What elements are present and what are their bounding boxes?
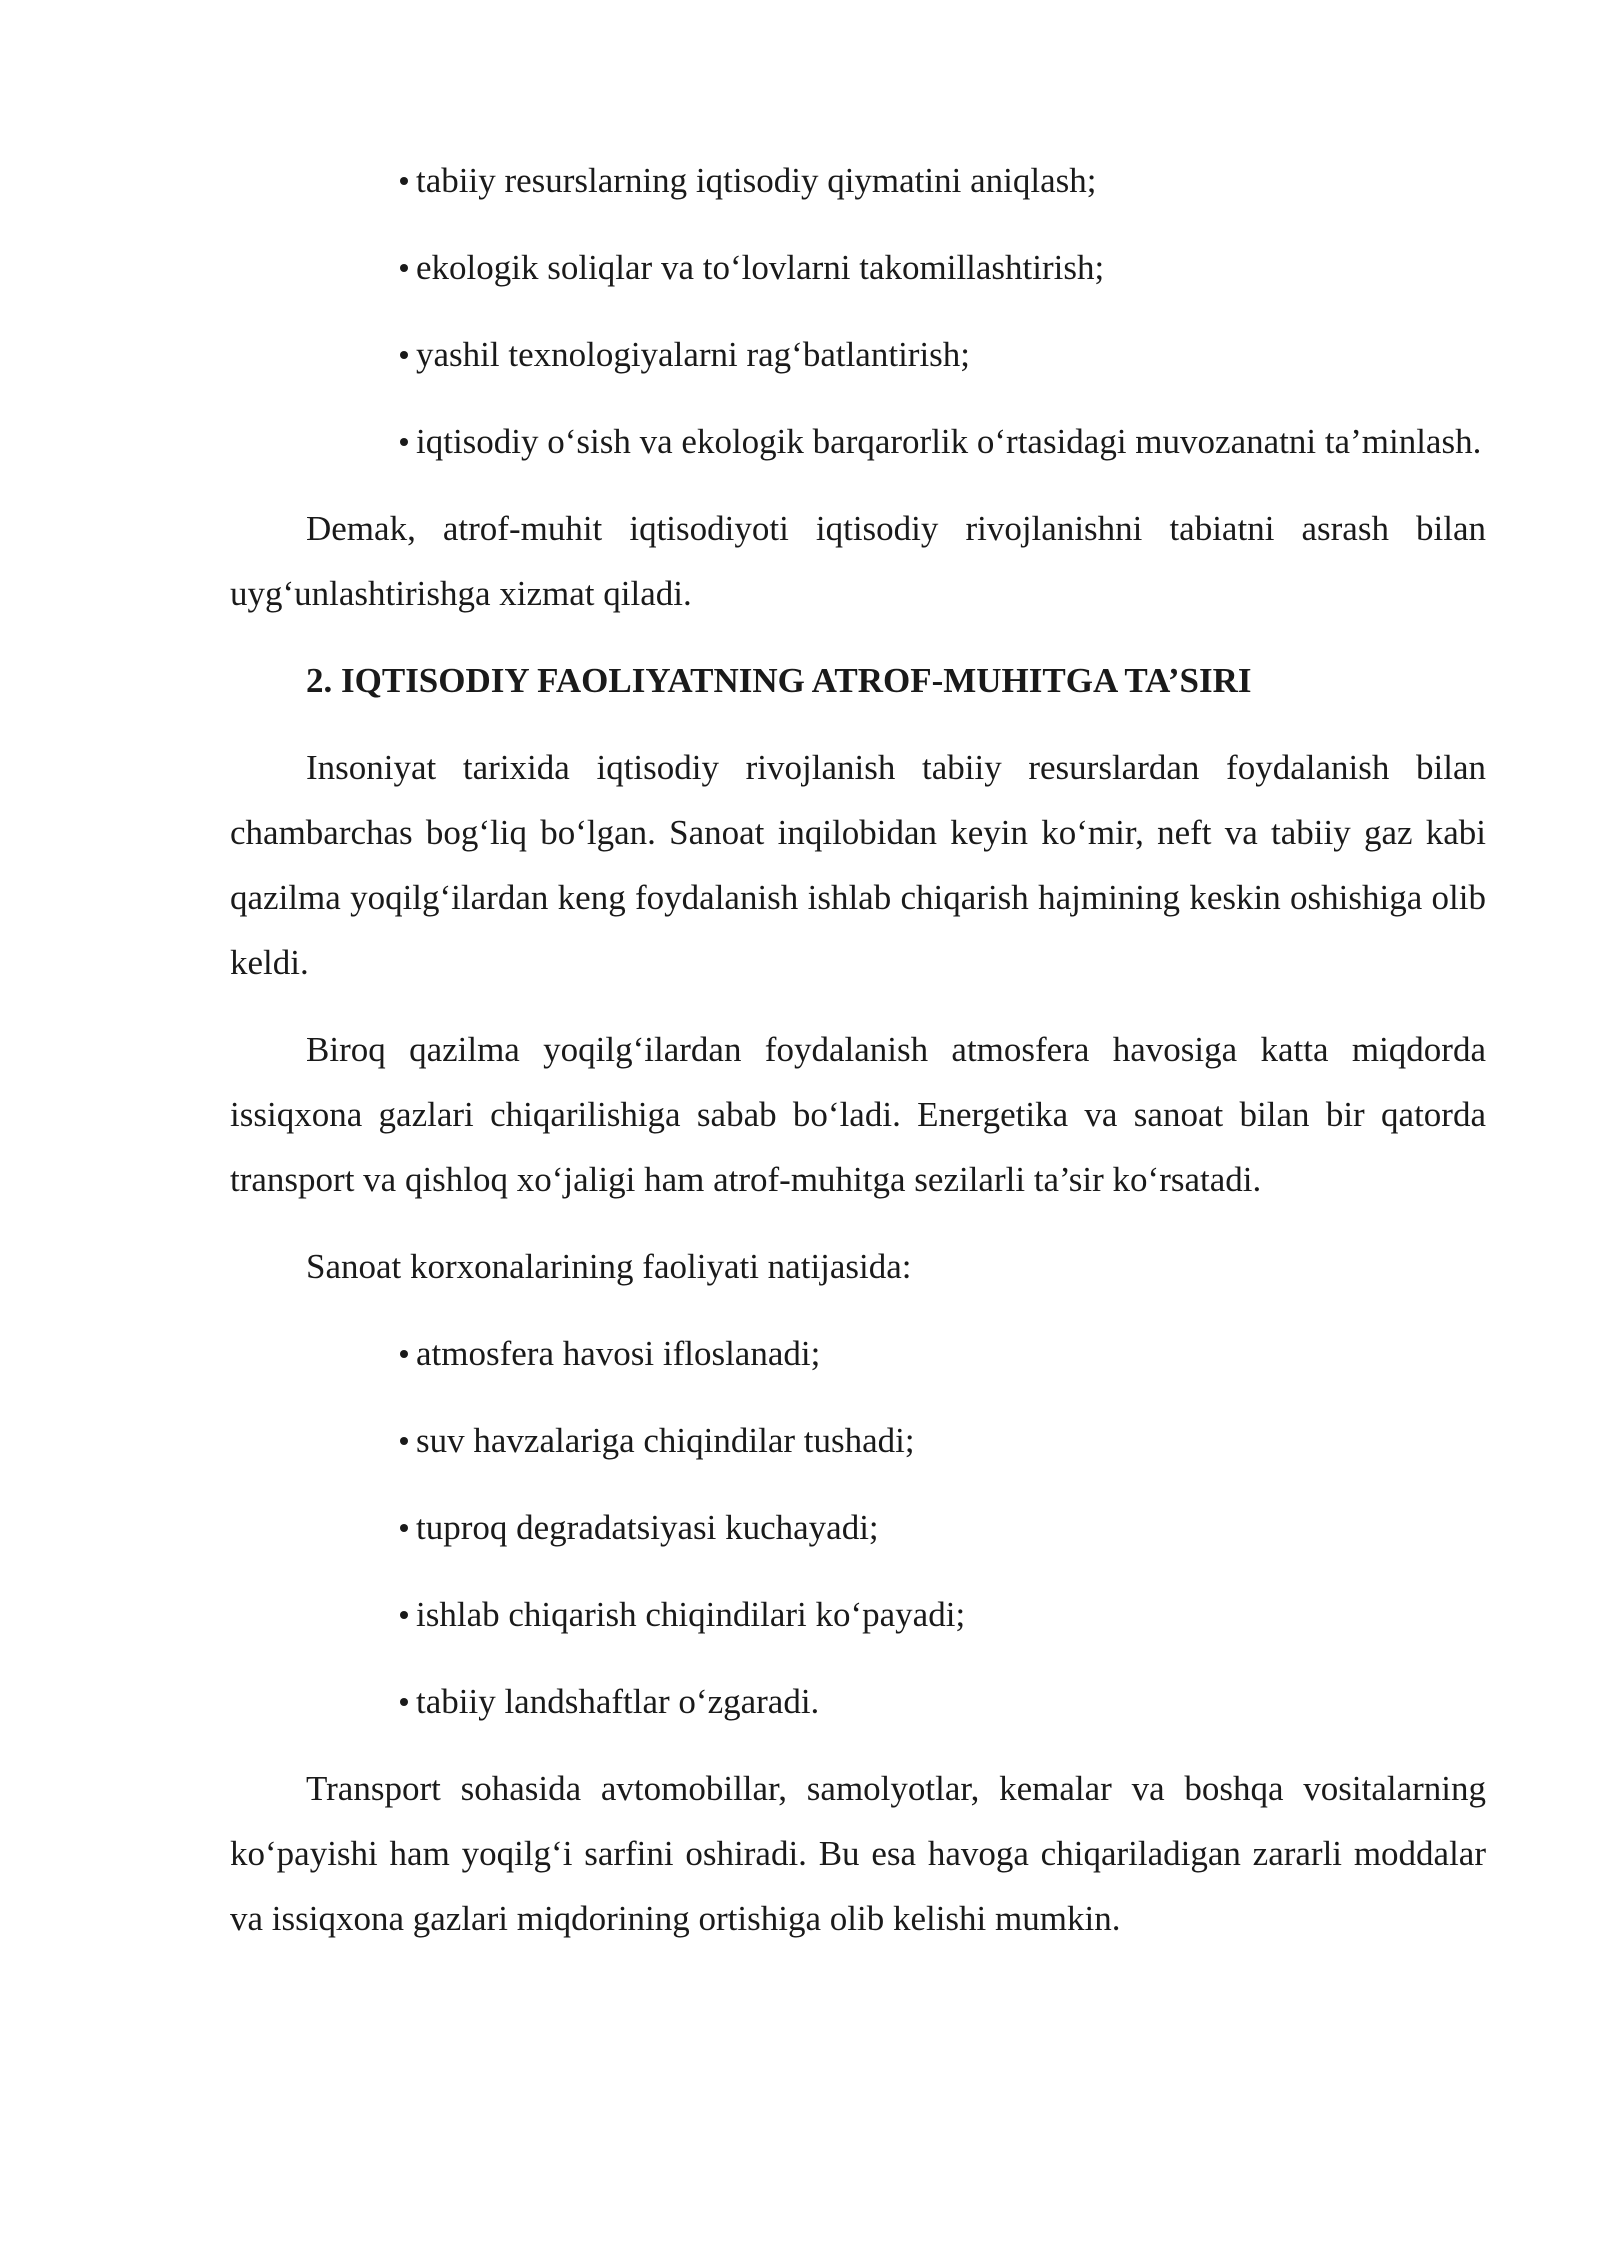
bullet-icon: [400, 438, 408, 446]
paragraph-industry-intro: Sanoat korxonalarining faoliyati natijasida:: [306, 1247, 912, 1286]
paragraph-fossil-fuels: Biroq qazilma yoqilg‘ilardan foydalanish atmosfera havosiga katta miqdorda issiqxona gazlari chiqarilishiga sabab bo‘ladi. Energetika va sanoat bilan bir qatorda transport va qishloq xo‘jaligi ham atrof-muhitga sezilarli ta’sir ko‘rsatadi.: [230, 1030, 1486, 1199]
list-item: [230, 1408, 1486, 1473]
bullet-icon: [400, 1437, 408, 1445]
page-content: [230, 148, 1486, 1973]
paragraph-transport: Transport sohasida avtomobillar, samolyotlar, kemalar va boshqa vositalarning ko‘payishi ham yoqilg‘i sarfini oshiradi. Bu esa havoga chiqariladigan zararli moddalar va issiqxona gazlari miqdorining ortishiga olib kelishi mumkin.: [230, 1769, 1486, 1938]
list-item: [230, 148, 1486, 213]
list-item: [230, 1669, 1486, 1734]
list-item: [230, 409, 1486, 474]
list-item-text: tabiiy resurslarning iqtisodiy qiymatini aniqlash;: [416, 161, 1097, 200]
bullet-list-goals: [230, 148, 1486, 474]
list-item: [230, 1321, 1486, 1386]
list-item-text: ishlab chiqarish chiqindilari ko‘payadi;: [416, 1595, 966, 1634]
list-item: [230, 1495, 1486, 1560]
bullet-list-effects: [230, 1321, 1486, 1734]
list-item-text: ekologik soliqlar va to‘lovlarni takomillashtirish;: [416, 248, 1105, 287]
list-item-text: tabiiy landshaftlar o‘zgaradi.: [416, 1682, 820, 1721]
list-item-text: yashil texnologiyalarni rag‘batlantirish;: [416, 335, 971, 374]
bullet-icon: [400, 351, 408, 359]
section-heading: 2. IQTISODIY FAOLIYATNING ATROF-MUHITGA TA’SIRI: [306, 661, 1252, 700]
bullet-icon: [400, 1350, 408, 1358]
list-item: [230, 235, 1486, 300]
paragraph-history: Insoniyat tarixida iqtisodiy rivojlanish tabiiy resurslardan foydalanish bilan chambarchas bog‘liq bo‘lgan. Sanoat inqilobidan keyin ko‘mir, neft va tabiiy gaz kabi qazilma yoqilg‘ilardan keng foydalanish ishlab chiqarish hajmining keskin oshishiga olib keldi.: [230, 748, 1486, 982]
bullet-icon: [400, 177, 408, 185]
list-item-text: suv havzalariga chiqindilar tushadi;: [416, 1421, 915, 1460]
bullet-icon: [400, 1524, 408, 1532]
list-item-text: atmosfera havosi ifloslanadi;: [416, 1334, 821, 1373]
list-item-text: tuproq degradatsiyasi kuchayadi;: [416, 1508, 879, 1547]
list-item: [230, 322, 1486, 387]
list-item-text: iqtisodiy o‘sish va ekologik barqarorlik o‘rtasidagi muvozanatni ta’minlash.: [416, 422, 1482, 461]
list-item: [230, 1582, 1486, 1647]
paragraph-conclusion: Demak, atrof-muhit iqtisodiyoti iqtisodiy rivojlanishni tabiatni asrash bilan uyg‘unlashtirishga xizmat qiladi.: [230, 509, 1486, 613]
bullet-icon: [400, 264, 408, 272]
bullet-icon: [400, 1698, 408, 1706]
bullet-icon: [400, 1611, 408, 1619]
